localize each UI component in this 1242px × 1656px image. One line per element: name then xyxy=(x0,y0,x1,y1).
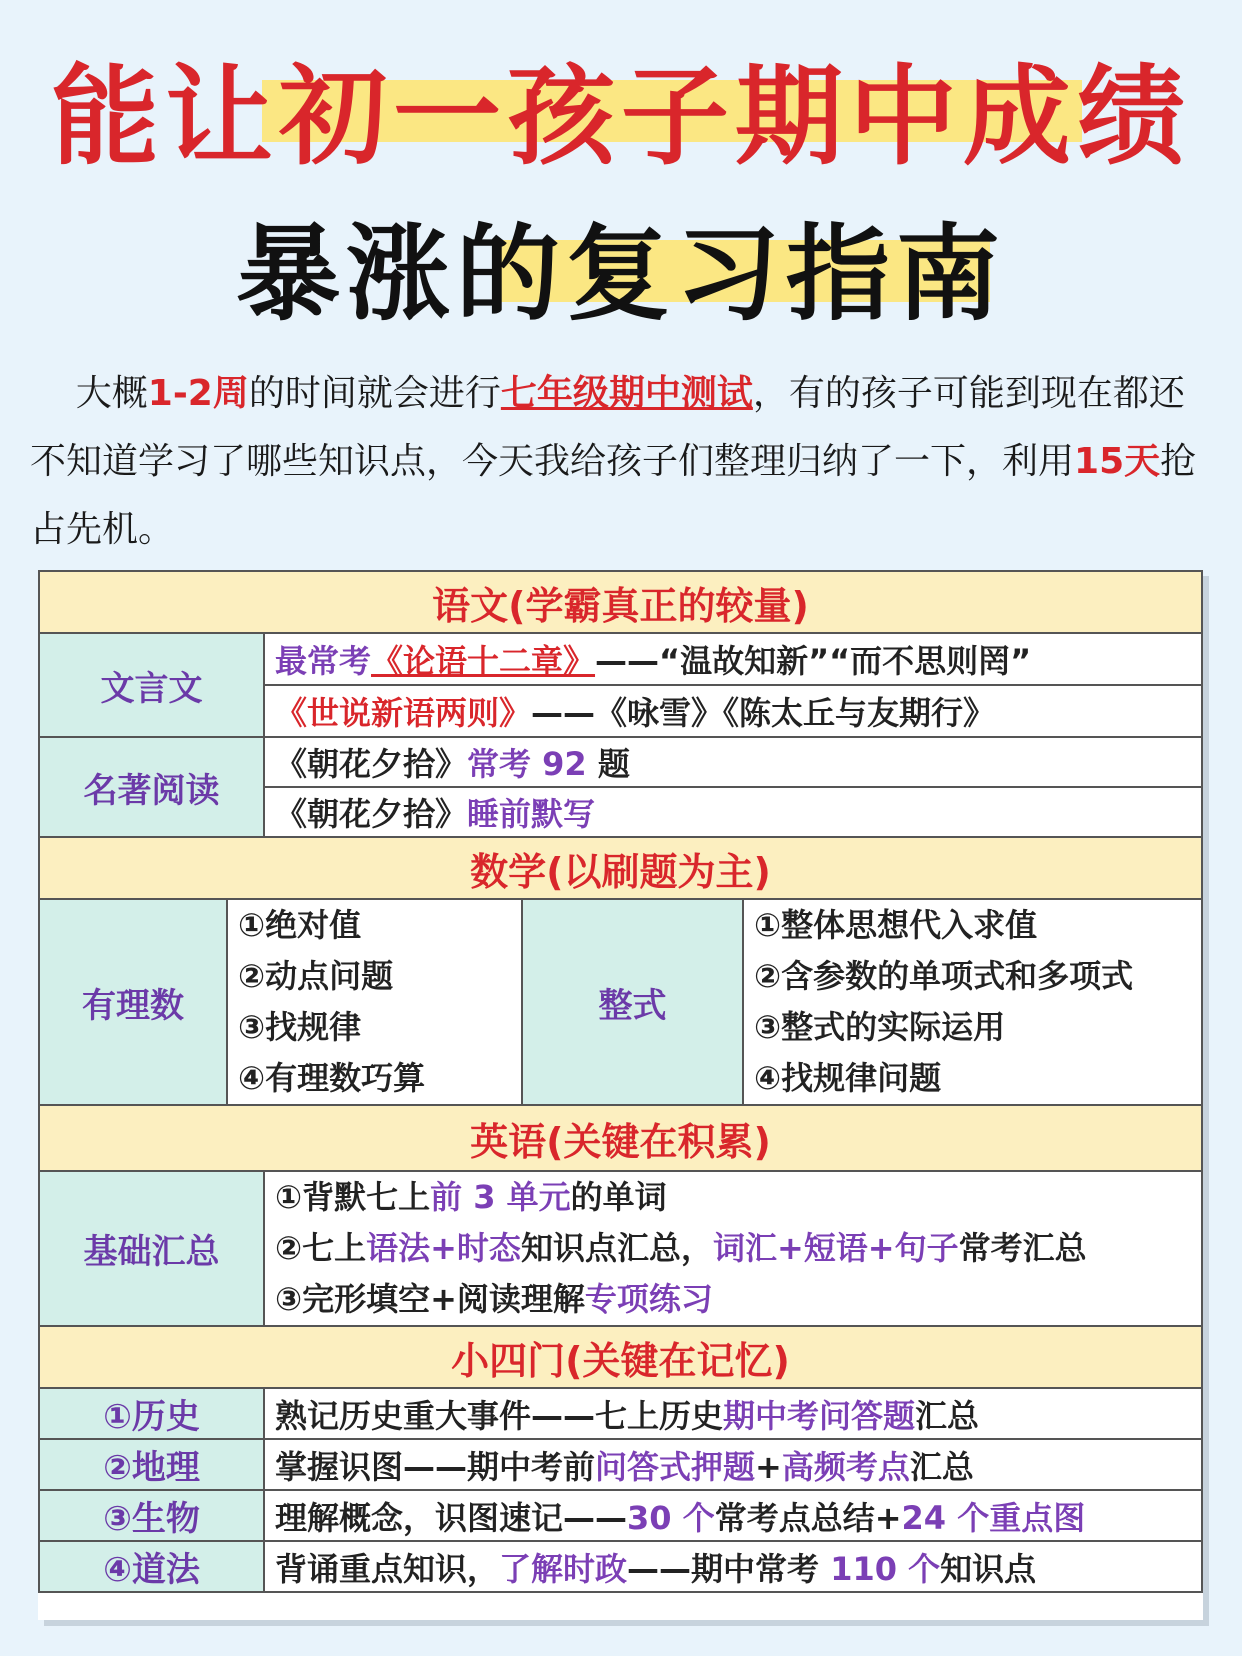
label-history: ①历史 xyxy=(39,1388,264,1439)
label-classic-reading: 名著阅读 xyxy=(39,737,264,837)
polynomial-item: ③整式的实际运用 xyxy=(754,1008,1006,1046)
rational-topics xyxy=(227,899,522,1105)
review-table xyxy=(38,570,1203,1593)
section-header-english: 英语(关键在积累) xyxy=(39,1105,1202,1171)
page-title-line1: 能让初一孩子期中成绩 xyxy=(50,55,1191,180)
reading-row-2: 《朝花夕拾》睡前默写 xyxy=(264,787,1202,837)
label-biology: ③生物 xyxy=(39,1490,264,1541)
label-morality-law: ④道法 xyxy=(39,1541,264,1592)
rational-item: ④有理数巧算 xyxy=(238,1059,426,1097)
polynomial-item: ②含参数的单项式和多项式 xyxy=(754,957,1134,995)
rational-item: ③找规律 xyxy=(238,1008,362,1046)
biology-row: 理解概念，识图速记——30 个常考点总结+24 个重点图 xyxy=(264,1490,1202,1541)
polynomial-item: ④找规律问题 xyxy=(754,1059,942,1097)
reading-row-1: 《朝花夕拾》常考 92 题 xyxy=(264,737,1202,787)
morality-law-row: 背诵重点知识，了解时政——期中常考 110 个知识点 xyxy=(264,1541,1202,1592)
geography-row: 掌握识图——期中考前问答式押题+高频考点汇总 xyxy=(264,1439,1202,1490)
label-classical-chinese: 文言文 xyxy=(39,633,264,737)
english-topics xyxy=(264,1171,1202,1326)
section-header-chinese: 语文(学霸真正的较量) xyxy=(39,571,1202,633)
label-english-basics: 基础汇总 xyxy=(39,1171,264,1326)
classical-row-1: 最常考《论语十二章》——“温故知新”“而不思则罔” xyxy=(264,633,1202,685)
english-item-3: ③完形填空+阅读理解专项练习 xyxy=(275,1280,713,1318)
classical-row-2: 《世说新语两则》——《咏雪》《陈太丘与友期行》 xyxy=(264,685,1202,737)
label-rational-numbers: 有理数 xyxy=(39,899,227,1105)
page-title-line2: 暴涨的复习指南 xyxy=(235,213,1006,335)
rational-item: ②动点问题 xyxy=(238,957,394,995)
label-polynomials: 整式 xyxy=(522,899,743,1105)
polynomial-topics xyxy=(743,899,1202,1105)
history-row: 熟记历史重大事件——七上历史期中考问答题汇总 xyxy=(264,1388,1202,1439)
polynomial-item: ①整体思想代入求值 xyxy=(754,906,1038,944)
section-header-minor-subjects: 小四门(关键在记忆) xyxy=(39,1326,1202,1388)
section-header-math: 数学(以刷题为主) xyxy=(39,837,1202,899)
intro-paragraph: 大概1-2周的时间就会进行七年级期中测试，有的孩子可能到现在都还不知道学习了哪些知识点，今天我给孩子们整理归纳了一下，利用15天抢占先机。 xyxy=(30,373,1197,550)
english-item-1: ①背默七上前 3 单元的单词 xyxy=(275,1178,667,1216)
label-geography: ②地理 xyxy=(39,1439,264,1490)
rational-item: ①绝对值 xyxy=(238,906,362,944)
english-item-2: ②七上语法+时态知识点汇总，词汇+短语+句子常考汇总 xyxy=(275,1229,1087,1267)
